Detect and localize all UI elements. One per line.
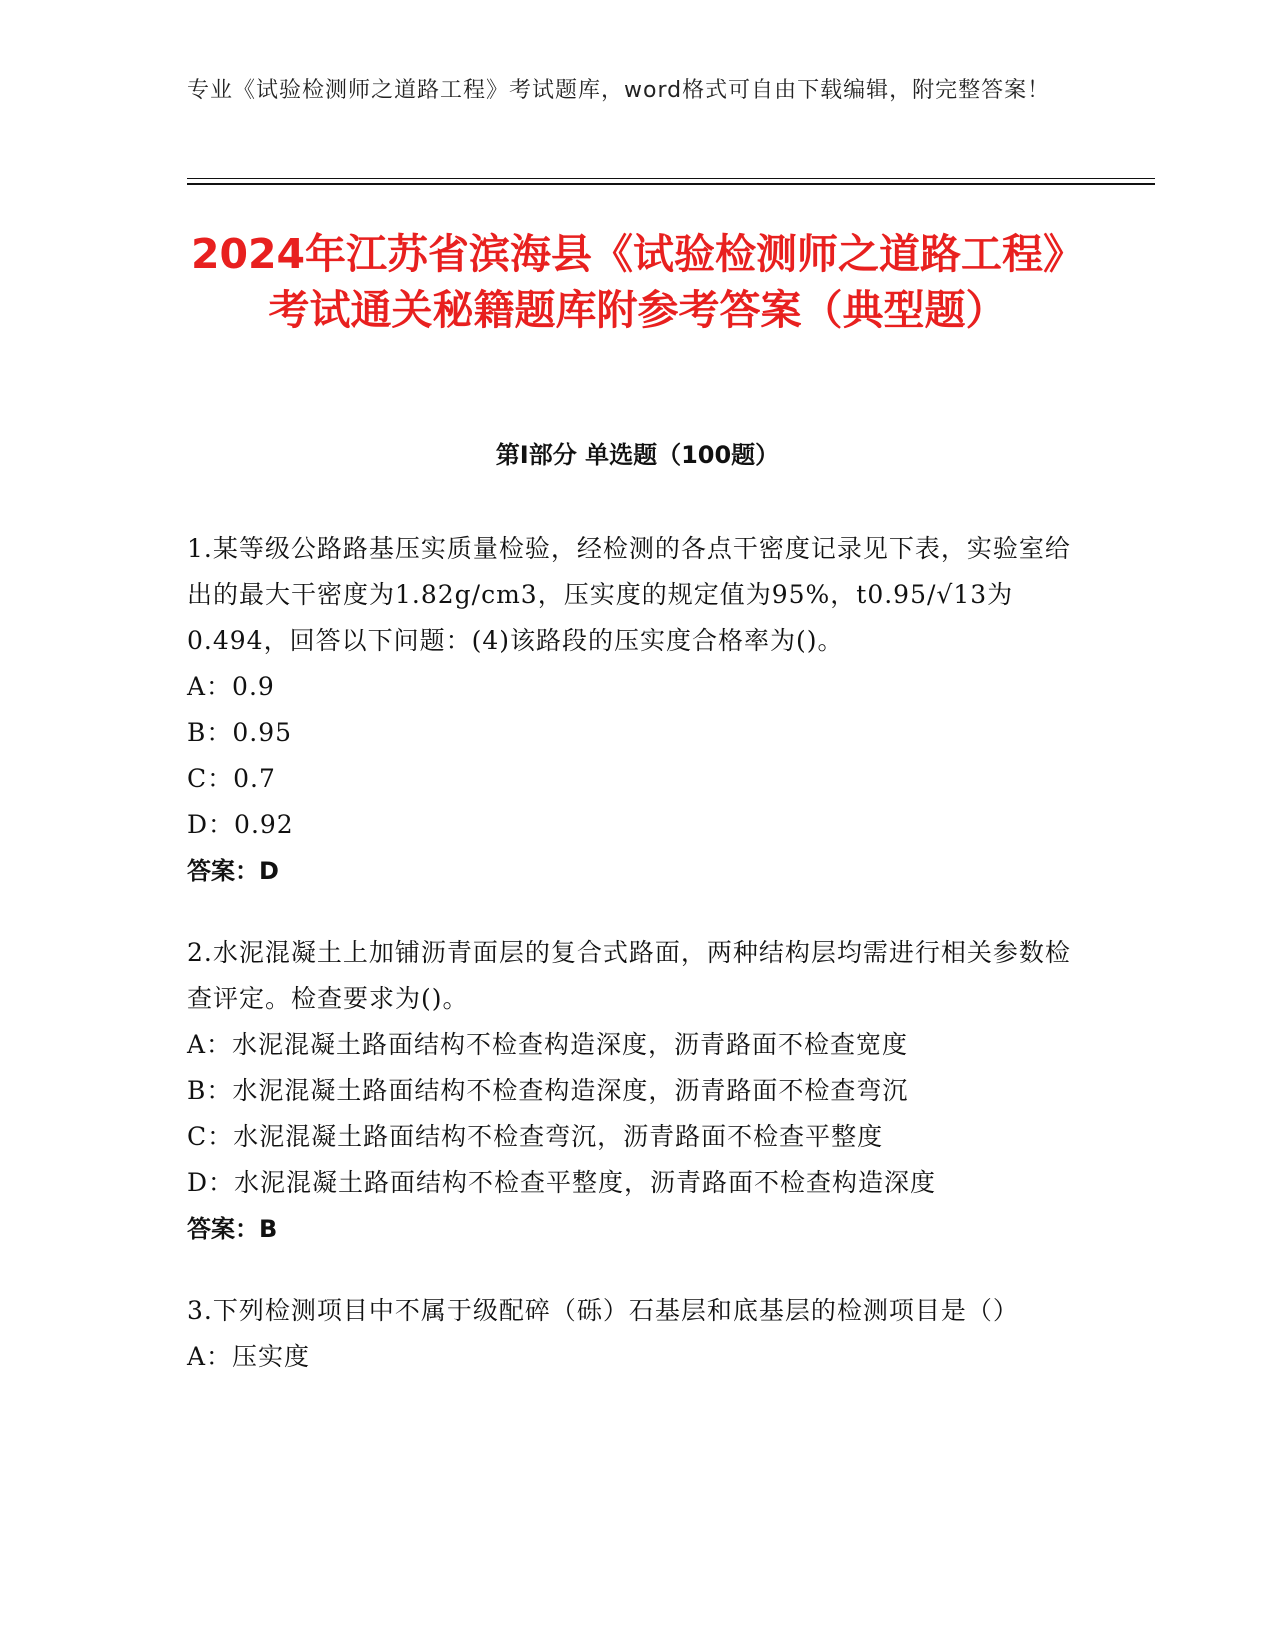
question-3 — [187, 1288, 1077, 1380]
option-d: D：水泥混凝土路面结构不检查平整度，沥青路面不检查构造深度 — [187, 1168, 937, 1197]
question-stem: 1.某等级公路路基压实质量检验，经检测的各点干密度记录见下表，实验室给出的最大干密度为1.82g/cm3，压实度的规定值为95%，t0.95/√13为0.494，回答以下问题：(4)该路段的压实度合格率为()。 — [187, 534, 1071, 655]
option-a: A：水泥混凝土路面结构不检查构造深度，沥青路面不检查宽度 — [187, 1030, 909, 1059]
option-b: B：0.95 — [187, 718, 293, 747]
answer-line — [187, 1206, 1077, 1252]
header-divider-thin — [187, 178, 1155, 179]
option-c: C：水泥混凝土路面结构不检查弯沉，沥青路面不检查平整度 — [187, 1122, 884, 1151]
question-stem: 3.下列检测项目中不属于级配碎（砾）石基层和底基层的检测项目是（） — [187, 1296, 1019, 1325]
answer-value: B — [259, 1215, 278, 1243]
question-2 — [187, 930, 1077, 1252]
question-list — [187, 526, 1077, 1416]
answer-prefix: 答案： — [187, 1215, 259, 1243]
section-title: 第Ⅰ部分 单选题（100题） — [495, 441, 780, 469]
question-stem: 2.水泥混凝土上加铺沥青面层的复合式路面，两种结构层均需进行相关参数检查评定。检查要求为()。 — [187, 938, 1071, 1013]
answer-line — [187, 848, 1077, 894]
header-note: 专业《试验检测师之道路工程》考试题库，word格式可自由下载编辑，附完整答案！ — [187, 78, 1051, 103]
answer-value: D — [259, 857, 279, 885]
option-a: A：压实度 — [187, 1342, 311, 1371]
option-a: A：0.9 — [187, 672, 275, 701]
answer-prefix: 答案： — [187, 857, 259, 885]
option-b: B：水泥混凝土路面结构不检查构造深度，沥青路面不检查弯沉 — [187, 1076, 909, 1105]
option-d: D：0.92 — [187, 810, 294, 839]
question-1 — [187, 526, 1077, 894]
option-c: C：0.7 — [187, 764, 276, 793]
document-title: 2024年江苏省滨海县《试验检测师之道路工程》考试通关秘籍题库附参考答案（典型题） — [190, 230, 1085, 334]
header-divider-thick — [187, 183, 1155, 185]
